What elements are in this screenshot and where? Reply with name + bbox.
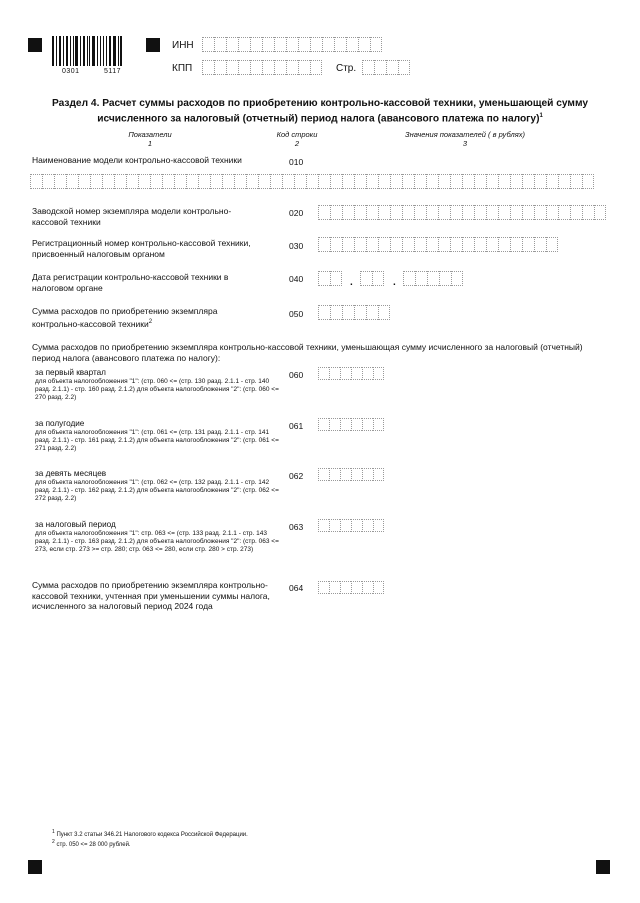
row-050-label (32, 306, 262, 329)
row-061-note: для объекта налогообложения "1": (стр. 061 <= (стр. 131 разд. 2.1.1 - стр. 141 разд. 2.1.1) - стр. 161 разд. 2.1.2) для объекта налогообложения "2": (стр. 061 <= 271 разд. 2.2) (35, 429, 279, 453)
row-040-day-cells[interactable] (318, 271, 342, 286)
footnote-1-text: Пункт 3.2 статьи 346.21 Налогового кодекса Российской Федерации. (56, 832, 248, 838)
row-050-label-text: Сумма расходов по приобретению экземпляра контрольно-кассовой техники (32, 306, 218, 329)
row-060-cells[interactable] (318, 367, 384, 380)
row-061-cells[interactable] (318, 418, 384, 431)
row-064-cells[interactable] (318, 581, 384, 594)
row-063-note: для объекта налогообложения "1": стр. 063 <= (стр. 133 разд. 2.1.1 - стр. 143 разд. 2.1.1) - стр. 163 разд. 2.1.2) для объекта налогообложения "2": (стр. 063 <= 273, если стр. 273 >= стр. 280; стр. 063 <= 280, если стр. 280 > стр. 273) (35, 530, 279, 554)
row-010-cells[interactable] (30, 174, 594, 189)
row-064-label: Сумма расходов по приобретению экземпляра контрольно-кассовой техники, учтенная при уменьшении суммы налога, исчисленного за налоговый период 2024 года (32, 580, 270, 611)
row-050-cells[interactable] (318, 305, 390, 320)
row-060-title: за первый квартал (35, 368, 106, 377)
footnote-2 (52, 838, 131, 850)
date-separator: . (350, 277, 353, 288)
row-061-code: 061 (289, 421, 304, 431)
column-header-indicators-text: Показатели (128, 130, 172, 139)
row-060-code: 060 (289, 370, 304, 380)
row-020-label: Заводской номер экземпляра модели контрольно-кассовой техники (32, 206, 232, 227)
row-062-title: за девять месяцев (35, 469, 107, 478)
row-030-label: Регистрационный номер контрольно-кассовой техники, присвоенный налоговым органом (32, 238, 251, 259)
section-title (30, 97, 610, 125)
kpp-label: КПП (172, 63, 193, 74)
section-title-line1: Раздел 4. Расчет суммы расходов по приобретению контрольно-кассовой техники, уменьшающей сумму (51, 98, 589, 109)
kpp-cells[interactable] (202, 60, 322, 75)
registration-mark (28, 860, 42, 874)
row-040-code: 040 (289, 274, 304, 284)
barcode-number-right: 5117 (104, 68, 122, 75)
section-title-line2: исчисленного за налоговый (отчетный) период налога (авансового платежа по налогу) (97, 113, 540, 125)
row-063-cells[interactable] (318, 519, 384, 532)
row-050-code: 050 (289, 309, 304, 319)
row-010-label: Наименование модели контрольно-кассовой техники (32, 155, 242, 165)
page-label: Стр. (336, 63, 357, 74)
row-040-label: Дата регистрации контрольно-кассовой техники в налоговом органе (32, 272, 229, 293)
barcode-number-left: 0301 (62, 68, 80, 75)
column-header-indicators (100, 130, 200, 148)
row-063-title: за налоговый период (35, 520, 116, 529)
row-020-cells[interactable] (318, 205, 606, 220)
registration-mark (596, 860, 610, 874)
date-separator: . (393, 277, 396, 288)
inn-cells[interactable] (202, 37, 382, 52)
page-cells[interactable] (362, 60, 410, 75)
column-header-code-num: 2 (294, 139, 300, 148)
footnote-ref: 1 (539, 113, 543, 119)
row-061-title: за полугодие (35, 419, 85, 428)
column-header-code-text: Код строки (276, 130, 318, 139)
row-062-note: для объекта налогообложения "1": (стр. 062 <= (стр. 132 разд. 2.1.1 - стр. 142 разд. 2.1.1) - стр. 162 разд. 2.1.2) для объекта налогообложения "2": (стр. 062 <= 272 разд. 2.2) (35, 479, 279, 503)
inn-label: ИНН (172, 40, 194, 51)
row-020-code: 020 (289, 208, 304, 218)
section-060-064-label: Сумма расходов по приобретению экземпляра контрольно-кассовой техники, уменьшающая сумму исчисленного за налоговый (отчетный) период налога (авансового платежа по налогу): (32, 342, 583, 363)
row-040-month-cells[interactable] (360, 271, 384, 286)
registration-mark (146, 38, 160, 52)
footnote-ref: 2 (148, 318, 153, 325)
footnote-2-text: стр. 050 <= 28 000 рублей. (56, 842, 131, 848)
row-062-code: 062 (289, 471, 304, 481)
column-header-values-text: Значения показателей ( в рублях) (404, 130, 526, 139)
row-010-code: 010 (289, 157, 304, 167)
row-063-code: 063 (289, 522, 304, 532)
row-030-cells[interactable] (318, 237, 558, 252)
row-030-code: 030 (289, 241, 304, 251)
column-header-code (262, 130, 332, 148)
footnote-1-num: 1 (52, 829, 55, 835)
row-040-year-cells[interactable] (403, 271, 463, 286)
row-064-code: 064 (289, 583, 304, 593)
row-062-cells[interactable] (318, 468, 384, 481)
row-060-note: для объекта налогообложения "1": (стр. 060 <= (стр. 130 разд. 2.1.1 - стр. 140 разд. 2.1.1) - стр. 160 разд. 2.1.2) для объекта налогообложения "2": (стр. 060 <= 270 разд. 2.2) (35, 378, 279, 402)
column-header-indicators-num: 1 (147, 139, 153, 148)
registration-mark (28, 38, 42, 52)
barcode (52, 36, 124, 66)
column-header-values (380, 130, 550, 148)
footnote-2-num: 2 (52, 839, 55, 845)
column-header-values-num: 3 (462, 139, 468, 148)
